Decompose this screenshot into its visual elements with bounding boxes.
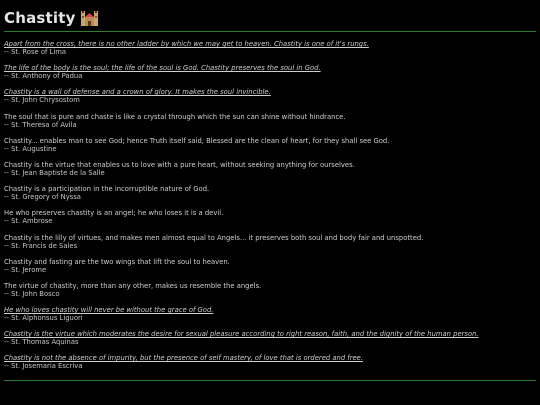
header-divider [4, 31, 536, 32]
quote-item [4, 185, 536, 209]
quote-text: Chastity is a participation in the incorruptible nature of God. [4, 185, 210, 194]
quote-author: -- St. Theresa of Avila [4, 120, 77, 129]
quote-author: -- St. Jerome [4, 265, 47, 274]
page-header [4, 9, 98, 27]
quote-item [4, 64, 536, 88]
quote-text: The soul that is pure and chaste is like a crystal through which the sun can shine without hindrance. [4, 112, 346, 121]
quote-link[interactable]: Chastity is the virtue which moderates the desire for sexual pleasure according to right reason, faith, and the dignity of the human person. [4, 330, 479, 339]
quote-item [4, 330, 536, 354]
footer-divider [4, 380, 536, 381]
quote-author: -- St. Francis de Sales [4, 241, 78, 250]
quote-author: -- St. Thomas Aquinas [4, 338, 79, 347]
castle-icon [81, 11, 98, 26]
quote-item [4, 161, 536, 185]
quote-item [4, 88, 536, 112]
quote-author: -- St. Alphonsus Liguori [4, 314, 83, 323]
page-title: Chastity [4, 9, 76, 27]
quote-item [4, 113, 536, 137]
quote-text: Chastity is the virtue that enables us to love with a pure heart, without seeking anything for ourselves. [4, 160, 355, 169]
quote-text: He who preserves chastity is an angel; he who loses it is a devil. [4, 209, 224, 218]
quote-author: -- St. Jean Baptiste de la Salle [4, 168, 105, 177]
page [4, 0, 536, 405]
quote-link[interactable]: He who loves chastity will never be without the grace of God. [4, 306, 214, 315]
quote-item [4, 258, 536, 282]
quote-item [4, 40, 536, 64]
quote-author: -- St. Ambrose [4, 217, 53, 226]
quote-text: Chastity... enables man to see God; hence Truth itself said, Blessed are the clean of heart, for they shall see God. [4, 136, 390, 145]
quote-text: The virtue of chastity, more than any other, makes us resemble the angels. [4, 281, 262, 290]
quote-link[interactable]: Chastity is not the absence of impurity, but the presence of self mastery, of love that is ordered and free. [4, 354, 364, 363]
quote-item [4, 282, 536, 306]
quote-link[interactable]: Chastity is a wall of defense and a crown of glory. It makes the soul invincible. [4, 88, 271, 97]
quote-author: -- St. Rose of Lima [4, 48, 66, 56]
quote-text: Chastity and fasting are the two wings that lift the soul to heaven. [4, 257, 230, 266]
quote-text: Chastity is the lilly of virtues, and makes men almost equal to Angels... it preserves both soul and body fair and unspotted. [4, 233, 424, 242]
quote-author: -- St. Anthony of Padua [4, 72, 83, 81]
quote-link[interactable]: The life of the body is the soul; the life of the soul is God. Chastity preserves the soul in God. [4, 64, 321, 73]
quote-item [4, 234, 536, 258]
quote-item [4, 306, 536, 330]
quote-link[interactable]: Apart from the cross, there is no other ladder by which we may get to heaven. Chastity is one of it's rungs. [4, 40, 369, 48]
quote-author: -- St. Gregory of Nyssa [4, 193, 81, 202]
quote-list [4, 40, 536, 379]
quote-item [4, 209, 536, 233]
quote-item [4, 354, 536, 378]
quote-author: -- St. Josemaria Escriva [4, 362, 83, 371]
quote-author: -- St. John Chrysostom [4, 96, 80, 105]
quote-author: -- St. John Bosco [4, 289, 60, 298]
quote-author: -- St. Augustine [4, 144, 57, 153]
quote-item [4, 137, 536, 161]
